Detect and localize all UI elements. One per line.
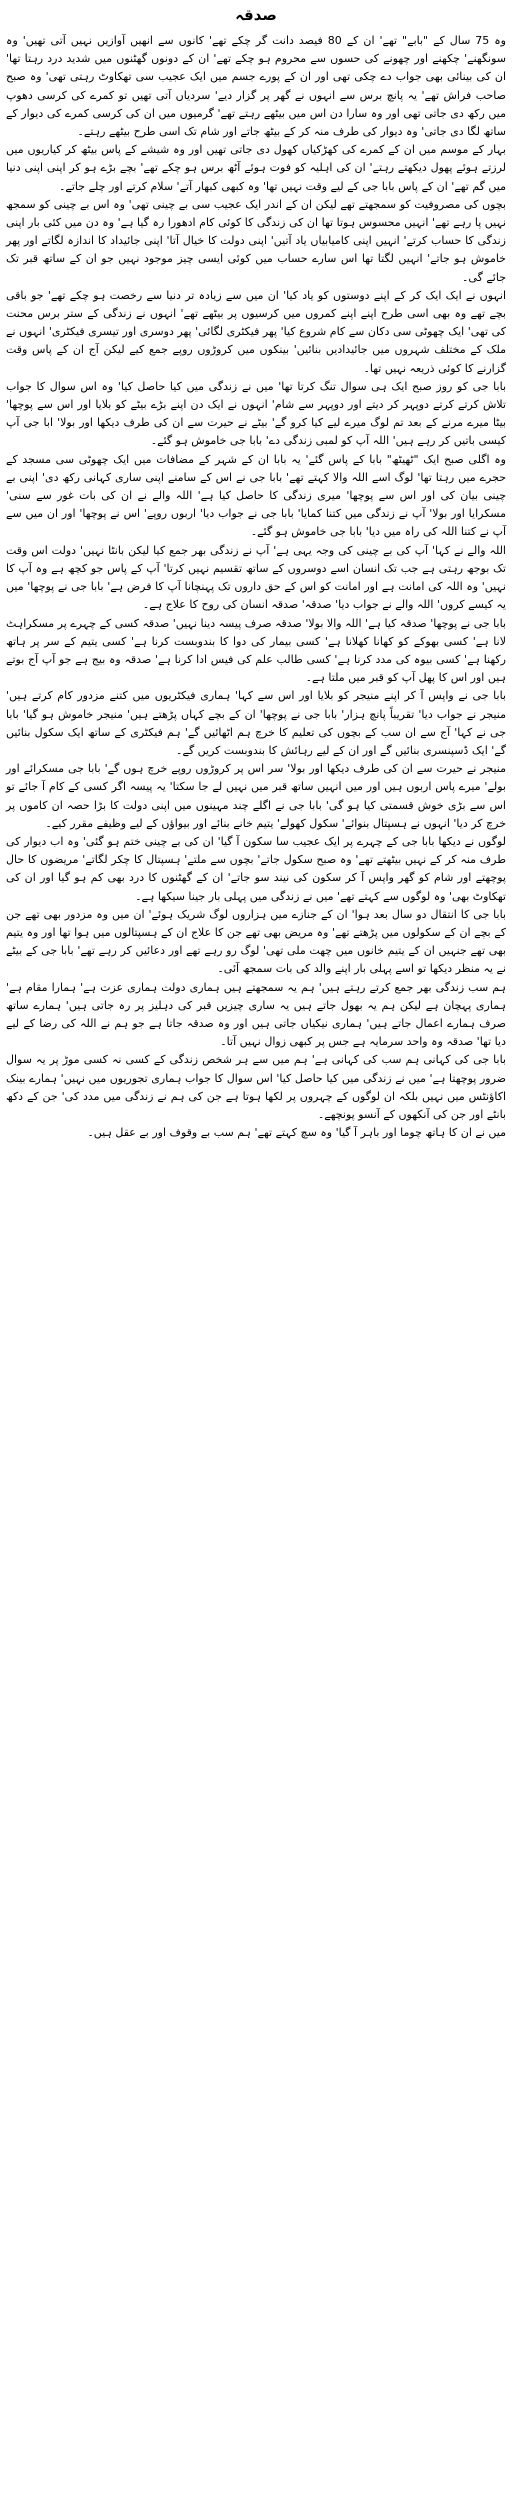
paragraph: بابا جی نے پوچھا' صدقہ کیا ہے' اللہ والا بولا' صدقہ صرف پیسہ دینا نہیں' صدقہ کسی کے چہرے پر مسکراہٹ لانا ہے' کسی بھوکے کو کھانا کھلانا ہے' کسی بیمار کی دوا کا بندوبست کرنا ہے' کسی یتیم کے سر پر ہاتھ رکھنا ہے' کسی بیوہ کی مدد کرنا ہے' کسی طالب علم کی فیس ادا کرنا ہے' صدقہ وہ بیج ہے جو آپ آج بوتے ہیں اور اس کا پھل آپ کو قبر میں ملتا ہے۔ [6, 616, 506, 685]
paragraph: میں نے ان کا ہاتھ چوما اور باہر آ گیا' وہ سچ کہتے تھے' ہم سب بے وقوف اور بے عقل ہیں۔ [87, 1126, 506, 1140]
paragraph: لوگوں نے دیکھا بابا جی کے چہرے پر ایک عجیب سا سکون آ گیا' ان کی بے چینی ختم ہو گئی' وہ اب دیوار کی طرف منہ کر کے نہیں بیٹھتے تھے' وہ صبح سکول جاتے' بچوں سے ملتے' ہسپتال کا چکر لگاتے' مریضوں کا حال پوچھتے اور شام کو گھر واپس آ کر سکون کی نیند سو جاتے' ان کے گھٹنوں کا درد بھی کم ہو گیا اور ان کی تھکاوٹ بھی' وہ لوگوں سے کہتے تھے' میں نے زندگی میں پہلی بار جینا سیکھا ہے۔ [6, 834, 506, 903]
paragraph: بابا جی کی کہانی ہم سب کی کہانی ہے' ہم میں سے ہر شخص زندگی کے کسی نہ کسی موڑ پر یہ سوال ضرور پوچھتا ہے' میں نے زندگی میں کیا حاصل کیا' اس سوال کا جواب ہماری تجوریوں میں نہیں' ہمارے بینک اکاؤنٹس میں نہیں بلکہ ان لوگوں کے چہروں پر لکھا ہوتا ہے جن کی ہم نے زندگی میں مدد کی' جن کے دکھ بانٹے اور جن کی آنکھوں کے آنسو پونچھے۔ [6, 1053, 506, 1121]
paragraph: بچوں کی مصروفیت کو سمجھتے تھے لیکن ان کے اندر ایک عجیب سی بے چینی تھی' وہ اس بے چینی کو سمجھ نہیں پا رہے تھے' انہیں محسوس ہوتا تھا ان کی زندگی کا کوئی کام ادھورا رہ گیا ہے' وہ دن میں کئی بار اپنی زندگی کا حساب کرتے' انہیں اپنی کامیابیاں یاد آتیں' اپنی دولت کا خیال آتا' اپنی جائیداد کا اندازہ لگاتے اور پھر خاموش ہو جاتے' انہیں لگتا تھا اس سارے حساب میں کوئی ایسی چیز موجود نہیں جو ان کے ساتھ قبر تک جائے گی۔ [6, 197, 506, 284]
paragraph: وہ 75 سال کے "بابے" تھے' ان کے 80 فیصد دانت گر چکے تھے' کانوں سے انھیں آوازیں نہیں آتی تھیں' وہ سونگھنے' چکھنے اور چھونے کی حسوں سے محروم ہو چکے تھے' ان کے دونوں گھٹنوں میں شدید درد رہتا تھا' ان کی بینائی بھی جواب دے چکی تھی اور ان کے پورے جسم میں ایک عجیب سی تھکاوٹ رہتی تھی' وہ صبح صاحب فراش تھے' یہ پانچ برس سے انہوں نے گھر پر گزار دیے' سردیاں آتی تھیں تو کمرے کی کرسی دھوپ میں رکھ دی جاتی تھی اور وہ سارا دن اس میں بیٹھے رہتے تھے' گرمیوں میں ان کی کرسی کمرے کی دیوار کے ساتھ لگا دی جاتی' وہ دیوار کی طرف منہ کر کے بیٹھ جاتے اور شام تک اسی طرح بیٹھے رہتے۔ [6, 34, 506, 139]
paragraph: بابا جی نے واپس آ کر اپنے منیجر کو بلایا اور اس سے کہا' ہماری فیکٹریوں میں کتنے مزدور کام کرتے ہیں' منیجر نے جواب دیا' تقریباً پانچ ہزار' بابا جی نے پوچھا' ان کے بچے کہاں پڑھتے ہیں' منیجر خاموش ہو گیا' بابا جی نے کہا' آج سے ان سب کے بچوں کی تعلیم کا خرچ ہم اٹھائیں گے' ہم فیکٹری کے ساتھ ایک سکول بنائیں گے' ایک ڈسپنسری بنائیں گے اور ان کے لیے رہائش کا بندوبست کریں گے۔ [6, 689, 506, 757]
paragraph: ہم سب زندگی بھر جمع کرتے رہتے ہیں' ہم یہ سمجھتے ہیں ہماری دولت ہماری عزت ہے' ہمارا مقام ہے' ہماری پہچان ہے لیکن ہم یہ بھول جاتے ہیں یہ ساری چیزیں قبر کی دہلیز پر رہ جاتی ہیں' ہمارے ساتھ صرف ہمارے اعمال جاتے ہیں' ہماری نیکیاں جاتی ہیں اور وہ صدقہ جاتا ہے جو ہم نے اللہ کی رضا کے لیے دیا تھا' صدقہ وہ واحد سرمایہ ہے جس پر کبھی زوال نہیں آتا۔ [6, 980, 506, 1049]
paragraph: منیجر نے حیرت سے ان کی طرف دیکھا اور بولا' سر اس پر کروڑوں روپے خرچ ہوں گے' بابا جی مسکرائے اور بولے' میرے پاس اربوں ہیں اور میں انہیں ساتھ قبر میں نہیں لے جا سکتا' یہ پیسہ اگر کسی کے کام آ جائے تو اس سے بڑی خوش قسمتی کیا ہو گی' بابا جی نے اگلے چند مہینوں میں اپنی دولت کا بڑا حصہ ان کاموں پر خرچ کر دیا' انہوں نے ہسپتال بنوائے' سکول کھولے' یتیم خانے بنائے اور بیواؤں کے لیے وظیفے مقرر کیے۔ [6, 762, 506, 830]
paragraph: بہار کے موسم میں ان کے کمرے کی کھڑکیاں کھول دی جاتی تھیں اور وہ شیشے کے پاس بیٹھ کر کیاریوں میں لرزتے ہوئے پھول دیکھتے رہتے' ان کی اہلیہ کو فوت ہوئے آٹھ برس ہو چکے تھے' بچے بڑے ہو کر اپنی اپنی دنیا میں گم تھے' ان کے پاس بابا جی کے لیے وقت نہیں تھا' وہ کبھی کبھار آتے' سلام کرتے اور چلے جاتے۔ [6, 143, 506, 193]
paragraph: انہوں نے ایک ایک کر کے اپنے دوستوں کو یاد کیا' ان میں سے زیادہ تر دنیا سے رخصت ہو چکے تھے' جو باقی بچے تھے وہ بھی اسی طرح اپنے اپنے کمروں میں کرسیوں پر بیٹھے تھے' انہوں نے زندگی کے ستر برس محنت کی تھی' ایک چھوٹی سی دکان سے کام شروع کیا' پھر فیکٹری لگائی' پھر دوسری اور تیسری فیکٹری' انہوں نے ملک کے مختلف شہروں میں جائیدادیں بنائیں' بینکوں میں کروڑوں روپے جمع کیے لیکن آج ان کے پاس وقت گزارنے کا کوئی ذریعہ نہیں تھا۔ [6, 288, 506, 375]
paragraph: بابا جی کا انتقال دو سال بعد ہوا' ان کے جنازے میں ہزاروں لوگ شریک ہوئے' ان میں وہ مزدور بھی تھے جن کے بچے ان کے سکولوں میں پڑھتے تھے' وہ مریض بھی تھے جن کا علاج ان کے ہسپتالوں میں ہوا تھا اور وہ یتیم بھی تھے جنہیں ان کے یتیم خانوں میں چھت ملی تھی' لوگ رو رہے تھے اور دعائیں کر رہے تھے' بابا جی کے بیٹے نے یہ منظر دیکھا تو اسے پہلی بار اپنے والد کی بات سمجھ آئی۔ [6, 907, 506, 976]
paragraph: وہ اگلی صبح ایک "ٹھیٹھ" بابا کے پاس گئے' یہ بابا ان کے شہر کے مضافات میں ایک چھوٹی سی مسجد کے حجرے میں رہتا تھا' لوگ اسے اللہ والا کہتے تھے' بابا جی نے اس کے سامنے اپنی ساری کہانی رکھ دی' اپنی بے چینی بیان کی اور اس سے پوچھا' میری زندگی کا حاصل کیا ہے' اللہ والے نے ان کی بات غور سے سنی' مسکرایا اور بولا' آپ نے زندگی میں کتنا کمایا' بابا جی نے جواب دیا' اربوں روپے' اس نے پوچھا' اور ان میں سے آپ نے کتنا اللہ کی راہ میں دیا' بابا جی خاموش ہو گئے۔ [6, 452, 506, 539]
paragraph: اللہ والے نے کہا' آپ کی بے چینی کی وجہ یہی ہے' آپ نے زندگی بھر جمع کیا لیکن بانٹا نہیں' دولت اس وقت تک بوجھ رہتی ہے جب تک انسان اسے دوسروں کے ساتھ تقسیم نہیں کرتا' آپ کے پاس جو کچھ ہے وہ آپ کا نہیں' وہ اللہ کی امانت ہے اور امانت کو اس کے حق داروں تک پہنچانا آپ کا فرض ہے' بابا جی نے پوچھا' میں یہ کیسے کروں' اللہ والے نے جواب دیا' صدقہ' صدقہ انسان کی روح کا علاج ہے۔ [6, 543, 506, 612]
column-title: صدقہ [235, 6, 277, 24]
paragraph: بابا جی کو روز صبح ایک ہی سوال تنگ کرتا تھا' میں نے زندگی میں کیا حاصل کیا' وہ اس سوال کا جواب تلاش کرتے کرتے دوپہر کر دیتے اور دوپہر سے شام' انہوں نے ایک دن اپنے بڑے بیٹے کو بلایا اور اس سے پوچھا' بیٹا میرے مرنے کے بعد تم لوگ میرے لیے کیا کرو گے' بیٹے نے حیرت سے ان کی طرف دیکھا اور بولا' ابا جی آپ کیسی باتیں کر رہے ہیں' اللہ آپ کو لمبی زندگی دے' بابا جی خاموش ہو گئے۔ [6, 379, 506, 448]
column-body [6, 32, 506, 1142]
